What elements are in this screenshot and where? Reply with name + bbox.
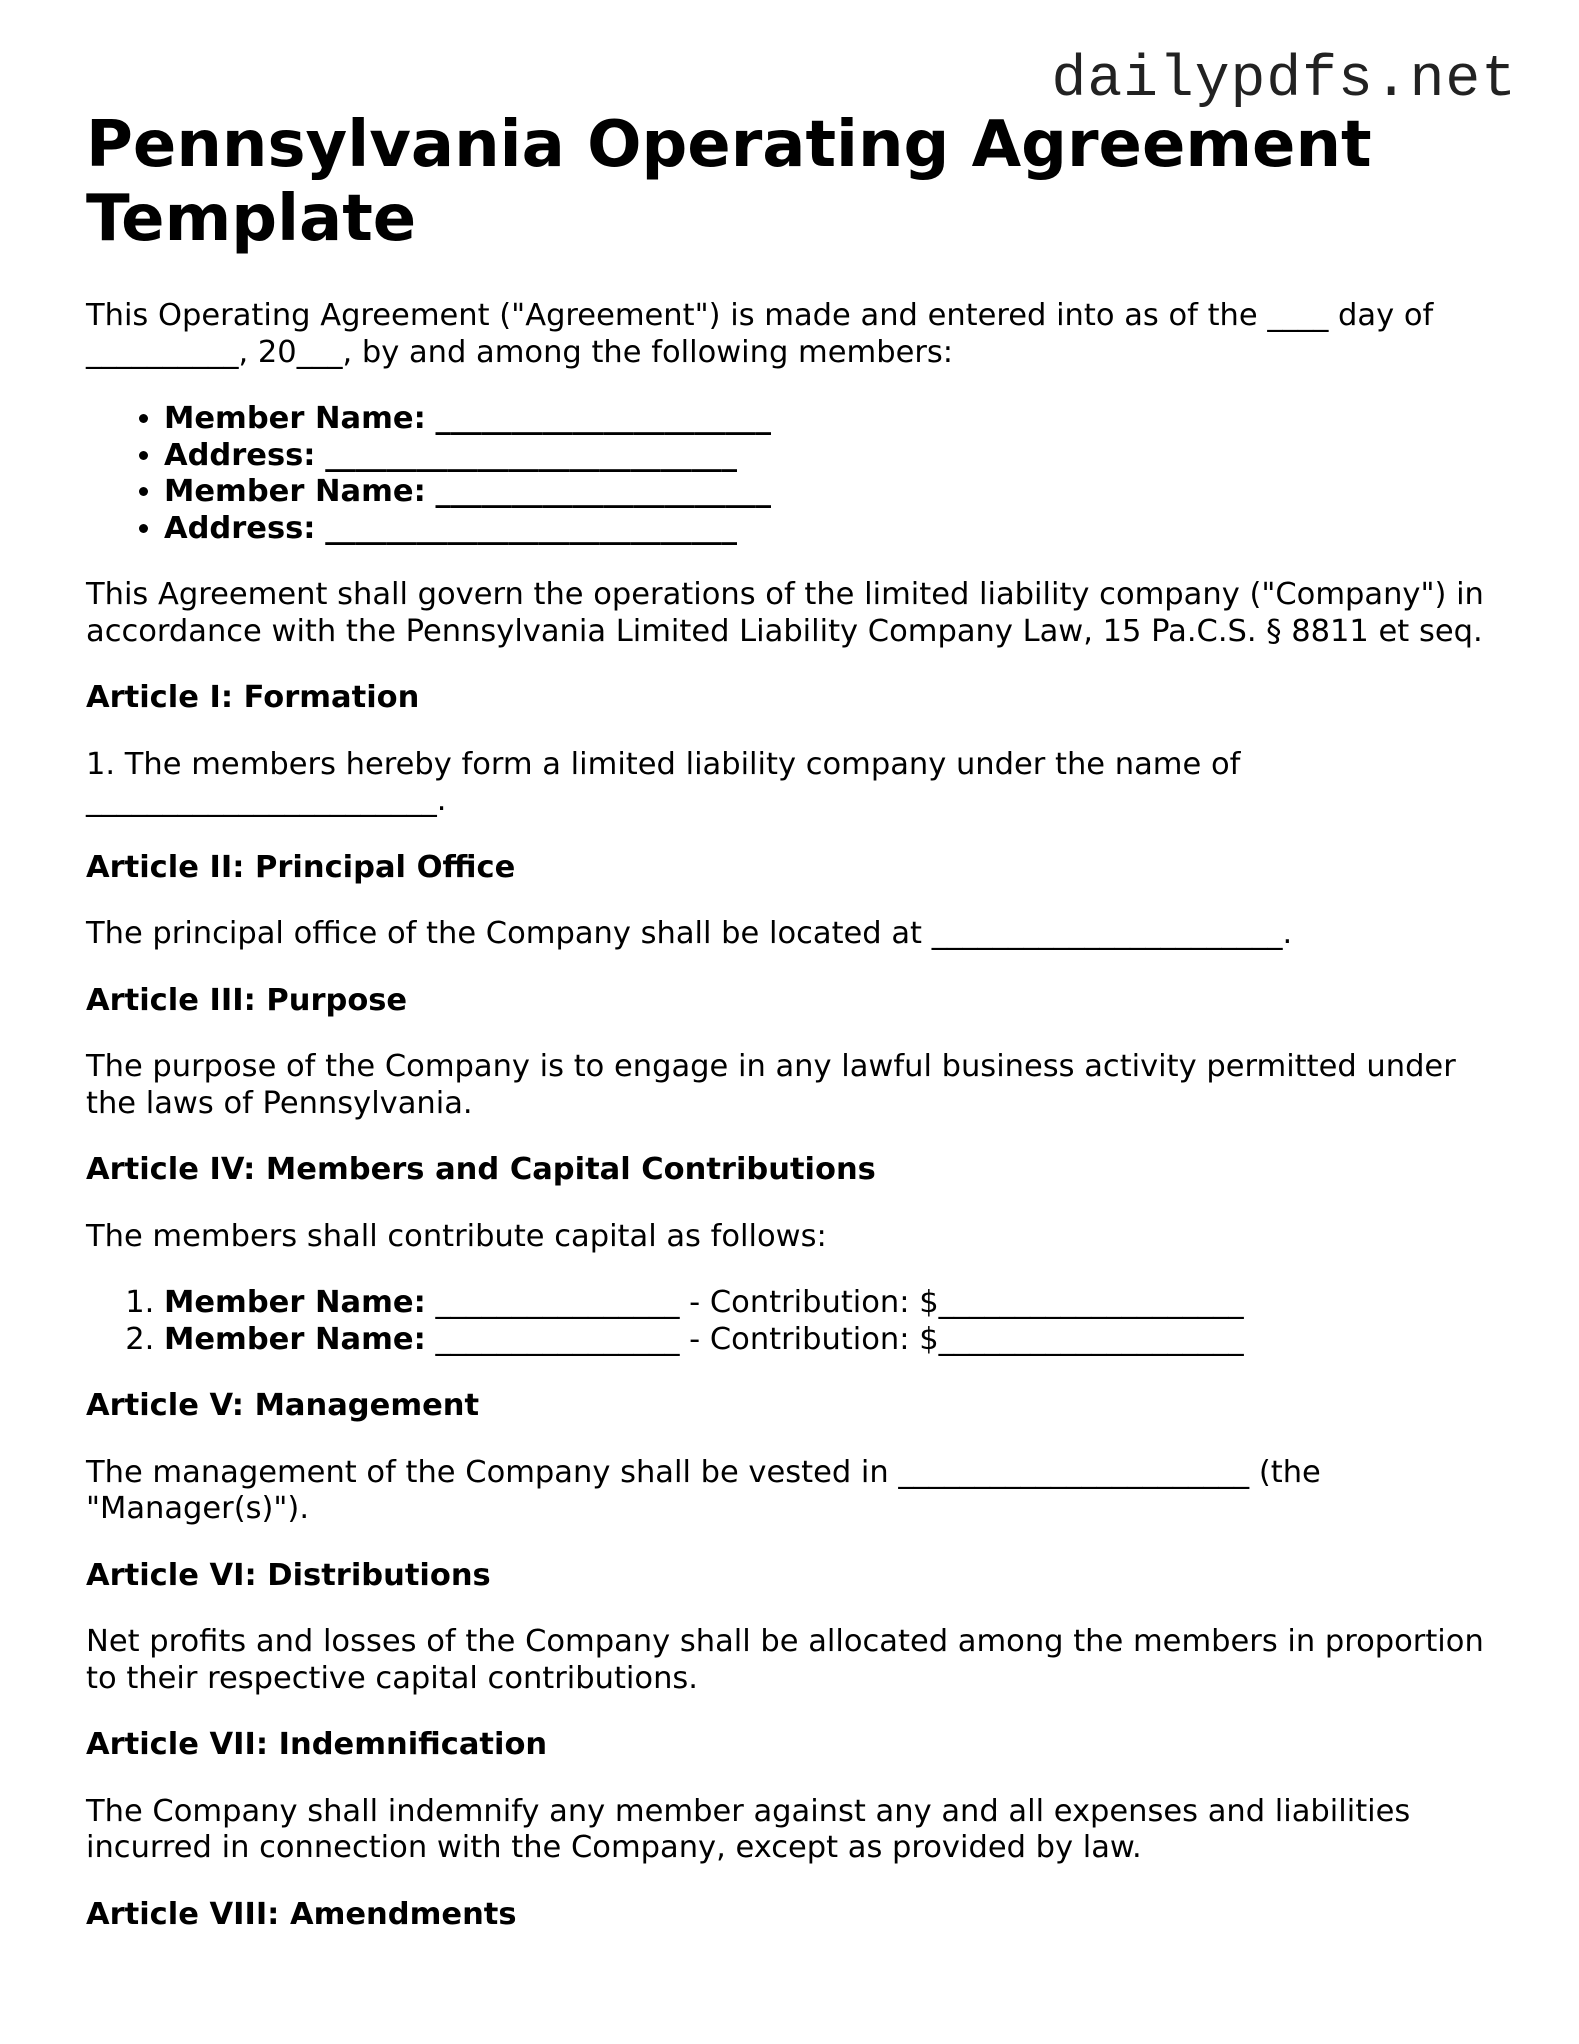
- article-4-heading: Article IV: Members and Capital Contributions: [86, 1152, 876, 1187]
- intro-paragraph: This Operating Agreement ("Agreement") is made and entered into as of the ____ day of __________, 20___, by and among the following members:: [86, 298, 1434, 370]
- watermark: dailypdfs.net: [1051, 48, 1517, 113]
- list-item: [164, 1322, 1496, 1359]
- article-6-heading: Article VI: Distributions: [86, 1557, 491, 1593]
- list-item: [164, 1285, 1496, 1322]
- address-label: Address:: [164, 437, 316, 473]
- address-label: Address:: [164, 510, 316, 546]
- article-5-heading: Article V: Management: [86, 1388, 480, 1423]
- article-4-text: The members shall contribute capital as follows:: [86, 1218, 827, 1254]
- member-list: [86, 401, 1496, 547]
- member-blank: ______________________: [435, 401, 771, 436]
- article-7-text: The Company shall indemnify any member against any and all expenses and liabilities incurred in connection with the Company, except as provided by law.: [86, 1793, 1411, 1865]
- member-label: Member Name:: [164, 401, 426, 436]
- address-blank: ___________________________: [325, 437, 737, 473]
- list-item: [164, 401, 1496, 438]
- article-3-text: The purpose of the Company is to engage in any lawful business activity permitted under the laws of Pennsylvania.: [86, 1049, 1456, 1121]
- article-3-heading: Article III: Purpose: [86, 982, 408, 1018]
- article-1-heading: Article I: Formation: [86, 680, 420, 715]
- article-6-text: Net profits and losses of the Company shall be allocated among the members in proportion to their respective capital contributions.: [86, 1624, 1484, 1696]
- member-label: Member Name:: [164, 474, 426, 509]
- contribution-member-label: Member Name:: [164, 1285, 426, 1320]
- article-7-heading: Article VII: Indemnification: [86, 1727, 548, 1762]
- document-title: Pennsylvania Operating Agreement Template: [86, 108, 1372, 256]
- governing-paragraph: This Agreement shall govern the operations of the limited liability company ("Company") in accordance with the Pennsylvania Limited Liability Company Law, 15 Pa.C.S. § 8811 et seq.: [86, 577, 1484, 649]
- list-item: [164, 474, 1496, 511]
- article-1-text: 1. The members hereby form a limited liability company under the name of _______________________.: [86, 746, 1241, 818]
- article-2-text: The principal office of the Company shall be located at _______________________.: [86, 916, 1293, 951]
- list-item: [164, 511, 1496, 548]
- contribution-text: ________________ - Contribution: $____________________: [425, 1321, 1244, 1357]
- article-2-heading: Article II: Principal Office: [86, 849, 516, 885]
- list-item: [164, 438, 1496, 475]
- member-blank: ______________________: [435, 474, 771, 509]
- address-blank: ___________________________: [325, 510, 737, 546]
- contribution-list: [86, 1285, 1496, 1358]
- contribution-member-label: Member Name:: [164, 1321, 426, 1357]
- article-8-heading: Article VIII: Amendments: [86, 1896, 517, 1932]
- contribution-text: ________________ - Contribution: $____________________: [425, 1285, 1244, 1320]
- article-5-text: The management of the Company shall be vested in _______________________ (the "Manager(s)").: [86, 1454, 1321, 1526]
- document-page: [86, 108, 1496, 1963]
